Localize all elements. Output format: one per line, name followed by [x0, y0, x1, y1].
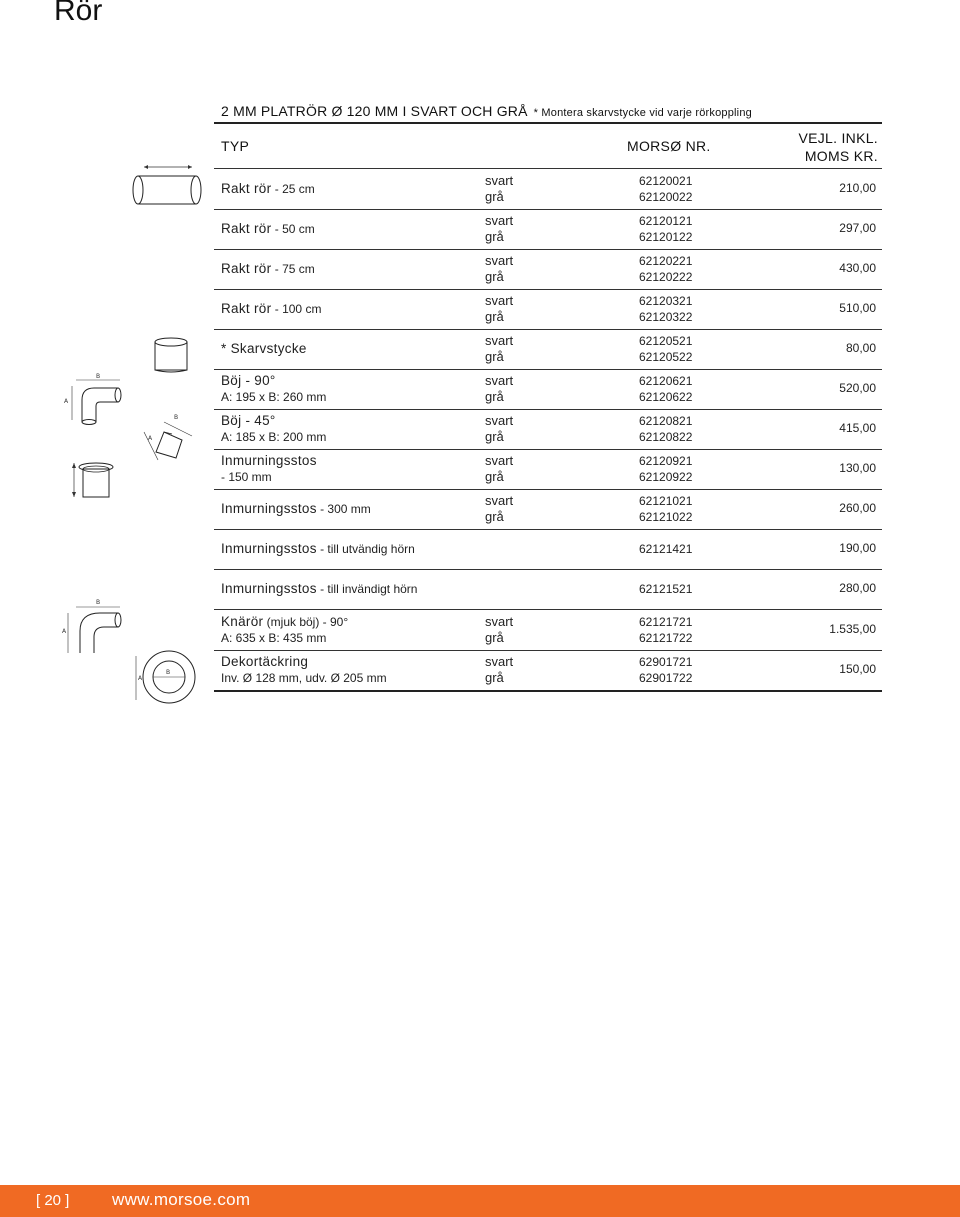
row-name: Inmurningsstos - 300 mm: [221, 501, 371, 516]
row-colors: svart grå: [485, 173, 514, 204]
row-price: 150,00: [839, 662, 876, 676]
table-row: [214, 289, 882, 330]
row-price: 520,00: [839, 381, 876, 395]
svg-text:A: A: [62, 628, 67, 635]
table-row: [214, 409, 882, 450]
elbow-pipe-icon: [60, 597, 126, 655]
row-colors: svart grå: [485, 293, 514, 324]
row-price: 510,00: [839, 301, 876, 315]
row-name: Rakt rör - 75 cm: [221, 261, 315, 276]
table-row: [214, 610, 882, 651]
row-price: 415,00: [839, 421, 876, 435]
row-colors: svart grå: [485, 413, 514, 444]
table-row: [214, 369, 882, 410]
table-row: [214, 529, 882, 570]
row-price: 280,00: [839, 581, 876, 595]
svg-text:B: B: [96, 599, 101, 606]
header-price-line1: VEJL. INKL.: [798, 130, 878, 146]
row-article-numbers: 62120021 62120022: [639, 174, 693, 204]
row-article-numbers: 62121421: [639, 542, 693, 556]
row-article-numbers: 62120521 62120522: [639, 334, 693, 364]
row-price: 190,00: [839, 541, 876, 555]
row-article-numbers: 62120621 62120622: [639, 374, 693, 404]
row-price: 80,00: [845, 341, 876, 355]
svg-text:A: A: [138, 675, 143, 682]
row-colors: svart grå: [485, 453, 514, 484]
row-name: Rakt rör - 50 cm: [221, 221, 315, 236]
table-row: [214, 449, 882, 490]
svg-text:B: B: [166, 669, 171, 676]
row-colors: svart grå: [485, 333, 514, 364]
table-row: [214, 489, 882, 530]
row-article-numbers: 62120121 62120122: [639, 214, 693, 244]
row-price: 130,00: [839, 461, 876, 475]
row-name: Knärör (mjuk böj) - 90° A: 635 x B: 435 mm: [221, 614, 349, 645]
row-name: Inmurningsstos - till utvändig hörn: [221, 541, 415, 556]
row-colors: svart grå: [485, 493, 514, 524]
row-article-numbers: 62121721 62121722: [639, 615, 693, 645]
row-price: 430,00: [839, 261, 876, 275]
row-colors: svart grå: [485, 213, 514, 244]
section-title: [221, 103, 752, 119]
bend-45-icon: [138, 410, 198, 464]
row-article-numbers: 62120221 62120222: [639, 254, 693, 284]
header-price-line2: MOMS KR.: [804, 148, 878, 164]
row-name: Rakt rör - 25 cm: [221, 181, 315, 196]
table-row: [214, 209, 882, 250]
bend-90-icon: [60, 370, 126, 426]
wall-collar-icon: [68, 459, 116, 501]
row-name: Dekortäckring Inv. Ø 128 mm, udv. Ø 205 mm: [221, 654, 387, 685]
row-price: 1.535,00: [829, 622, 876, 636]
top-rule: [214, 122, 882, 124]
row-article-numbers: 62120921 62120922: [639, 454, 693, 484]
header-morso-nr: MORSØ NR.: [627, 138, 711, 154]
header-price: [798, 129, 878, 165]
row-name: * Skarvstycke: [221, 341, 307, 356]
row-article-numbers: 62901721 62901722: [639, 655, 693, 685]
page-number: [ 20 ]: [36, 1192, 70, 1209]
row-article-numbers: 62120821 62120822: [639, 414, 693, 444]
section-heading: 2 MM PLATRÖR Ø 120 MM I SVART OCH GRÅ: [221, 103, 528, 119]
section-note: * Montera skarvstycke vid varje rörkoppling: [533, 107, 752, 119]
row-colors: svart grå: [485, 654, 514, 685]
svg-text:B: B: [174, 414, 179, 421]
header-type: TYP: [221, 138, 250, 154]
row-colors: svart grå: [485, 373, 514, 404]
row-colors: svart grå: [485, 614, 514, 645]
table-row: [214, 650, 882, 692]
page-title: Rör: [54, 0, 103, 27]
row-price: 260,00: [839, 501, 876, 515]
svg-text:A: A: [148, 435, 153, 442]
straight-pipe-icon: [130, 162, 202, 210]
row-price: 297,00: [839, 221, 876, 235]
table-row: [214, 168, 882, 210]
row-name: Böj - 45° A: 185 x B: 200 mm: [221, 413, 327, 444]
footer-url[interactable]: www.morsoe.com: [112, 1190, 251, 1209]
row-article-numbers: 62121521: [639, 582, 693, 596]
dim-b-label: B: [96, 373, 101, 380]
footer-bar: [0, 1185, 960, 1217]
row-price: 210,00: [839, 181, 876, 195]
row-name: Inmurningsstos - 150 mm: [221, 453, 317, 484]
trim-ring-icon: [132, 650, 198, 706]
row-name: Böj - 90° A: 195 x B: 260 mm: [221, 373, 327, 404]
row-name: Rakt rör - 100 cm: [221, 301, 322, 316]
joint-sleeve-icon: [150, 334, 192, 376]
table-row: [214, 329, 882, 370]
row-name: Inmurningsstos - till invändigt hörn: [221, 581, 418, 596]
table-row: [214, 569, 882, 610]
table-row: [214, 249, 882, 290]
row-article-numbers: 62121021 62121022: [639, 494, 693, 524]
row-colors: svart grå: [485, 253, 514, 284]
dim-a-label: A: [64, 398, 69, 405]
row-article-numbers: 62120321 62120322: [639, 294, 693, 324]
